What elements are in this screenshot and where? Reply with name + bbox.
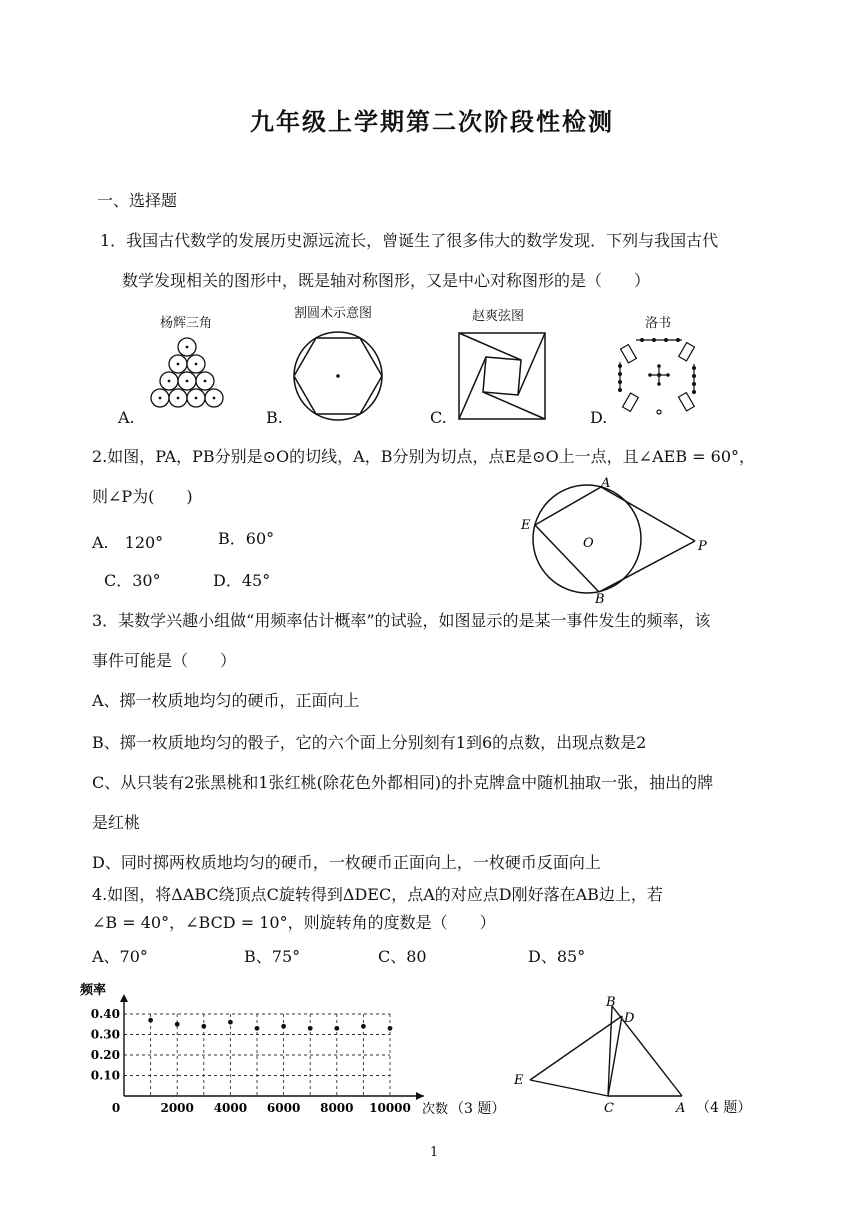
y-axis-title: 频率 (80, 983, 107, 998)
q1-option-d: D. (590, 408, 608, 427)
q2-label-o: O (583, 536, 594, 551)
q1-line1: 1．我国古代数学的发展历史源远流长，曾诞生了很多伟大的数学发现．下列与我国古代 (100, 231, 719, 250)
q4-label-a: A (676, 1101, 686, 1116)
chart-caption: （3 题） (450, 1101, 506, 1117)
q1-caption-c: 赵爽弦图 (472, 309, 525, 324)
data-point (361, 1024, 366, 1029)
data-point (201, 1024, 206, 1029)
q4-label-e: E (514, 1073, 524, 1088)
luoshu-figure (612, 332, 708, 422)
q4-line2: ∠B = 40°，∠BCD = 10°，则旋转角的度数是（ ） (92, 913, 496, 932)
q2-line1: 2.如图，PA，PB分别是⊙O的切线，A，B分别为切点，点E是⊙O上一点，且∠AEB = 60°， (92, 447, 756, 466)
q2-line2: 则∠P为( ) (92, 487, 193, 506)
x-tick-label: 2000 (160, 1101, 194, 1115)
x-tick-label: 0 (111, 1101, 121, 1115)
y-axis-arrow (120, 994, 128, 1002)
x-tick-label: 10000 (369, 1101, 411, 1115)
q2-tangent-figure (515, 475, 715, 605)
q1-caption-a: 杨辉三角 (160, 316, 213, 331)
q2-option-c: C．30° (104, 571, 161, 590)
q4-line1: 4.如图，将ΔABC绕顶点C旋转得到ΔDEC，点A的对应点D刚好落在AB边上，若 (92, 885, 663, 904)
q3-line1: 3．某数学兴趣小组做“用频率估计概率”的试验，如图显示的是某一事件发生的频率，该 (92, 611, 711, 630)
q3-option-a: A、掷一枚质地均匀的硬币，正面向上 (92, 691, 360, 710)
q2-label-p: P (698, 539, 707, 554)
zhaoshuang-figure (456, 330, 548, 422)
q2-label-b: B (595, 592, 605, 605)
x-axis-title: 次数 (422, 1102, 449, 1117)
y-tick-label: 0.30 (90, 1027, 120, 1042)
data-point (175, 1022, 180, 1027)
q4-label-b: B (606, 995, 616, 1010)
frequency-chart (80, 978, 520, 1126)
q4-option-c: C、80 (378, 947, 427, 966)
q2-option-b: B．60° (218, 529, 275, 548)
chart-labels (80, 982, 505, 1117)
q2-label-a: A (601, 476, 611, 491)
q2-label-e: E (521, 518, 531, 533)
section-heading: 一、选择题 (97, 191, 178, 210)
y-tick-label: 0.10 (90, 1068, 120, 1083)
q3-option-b: B、掷一枚质地均匀的骰子，它的六个面上分别刻有1到6的点数，出现点数是2 (92, 733, 647, 752)
page-number: 1 (430, 1145, 439, 1160)
q1-option-b: B. (266, 408, 283, 427)
q4-label-d: D (624, 1011, 635, 1026)
y-tick-label: 0.20 (90, 1048, 120, 1062)
data-point (388, 1026, 393, 1031)
q3-option-c-line2: 是红桃 (92, 813, 141, 832)
q1-option-c: C. (430, 408, 447, 427)
data-point (255, 1026, 260, 1031)
data-point (308, 1026, 313, 1031)
q2-option-d: D．45° (213, 571, 271, 590)
q1-line2: 数学发现相关的图形中，既是轴对称图形，又是中心对称图形的是（ ） (122, 271, 651, 290)
x-axis-arrow (416, 1092, 424, 1100)
yanghui-triangle-figure (142, 336, 232, 420)
circle-hexagon-figure (288, 326, 388, 426)
q4-option-a: A、70° (92, 947, 148, 966)
q1-caption-d: 洛书 (645, 316, 672, 331)
q3-option-c-line1: C、从只装有2张黑桃和1张红桃(除花色外都相同)的扑克牌盒中随机抽取一张，抽出的牌 (92, 773, 714, 792)
q2-option-a: A. 120° (92, 533, 164, 552)
q4-caption: （4 题） (696, 1100, 752, 1116)
q4-option-b: B、75° (244, 947, 301, 966)
q4-option-d: D、85° (528, 947, 586, 966)
data-point (148, 1018, 153, 1023)
data-point (228, 1020, 233, 1025)
x-tick-label: 6000 (266, 1101, 301, 1115)
y-tick-label: 0.40 (90, 1007, 120, 1021)
page-title: 九年级上学期第二次阶段性检测 (250, 107, 614, 136)
q3-line2: 事件可能是（ ） (92, 651, 237, 670)
q1-option-a: A. (118, 408, 135, 427)
chart-axes (120, 994, 424, 1100)
data-point (281, 1024, 286, 1029)
data-point (334, 1026, 339, 1031)
q4-rotation-figure (510, 992, 760, 1122)
q1-caption-b: 割圆术示意图 (294, 306, 373, 321)
q3-option-d: D、同时掷两枚质地均匀的硬币，一枚硬币正面向上，一枚硬币反面向上 (92, 853, 601, 872)
q4-label-c: C (604, 1101, 614, 1116)
x-tick-label: 8000 (320, 1101, 354, 1115)
chart-points (148, 1018, 392, 1031)
x-tick-label: 4000 (213, 1101, 248, 1115)
